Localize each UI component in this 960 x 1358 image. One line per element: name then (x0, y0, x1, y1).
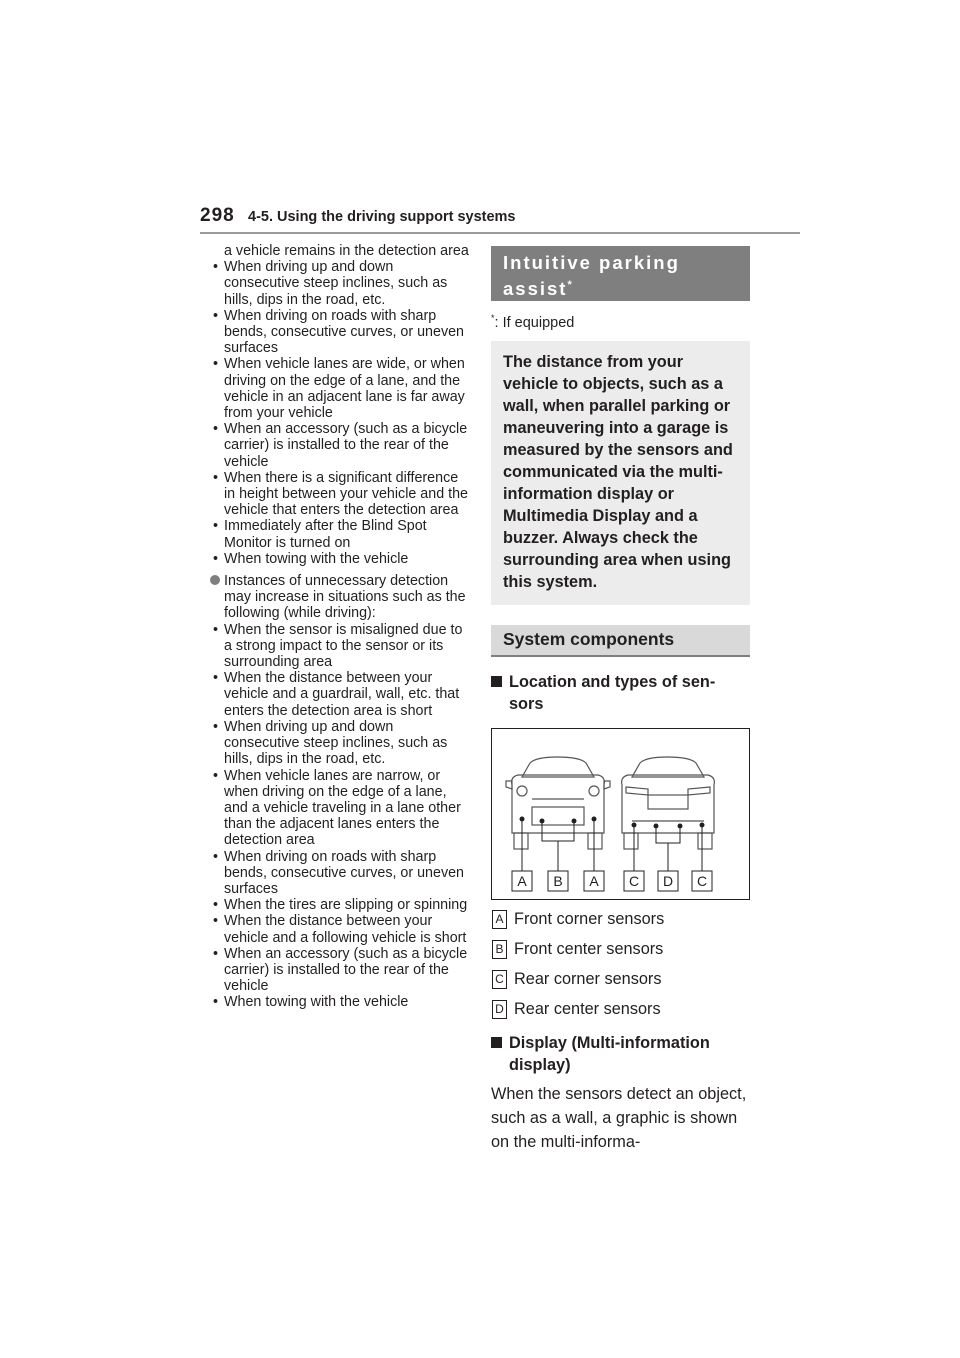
intro-box: The distance from your vehicle to objects, such as a wall, when parallel parking or maneuvering into a garage is measured by the sensors and communicated via the multi-information display or Multimedia Display and a buzzer. Always check the surrounding area when using this system. (491, 341, 750, 605)
list-item: • When the distance between your vehicle and a guardrail, wall, etc. that enters the detection area is short (210, 670, 472, 719)
detection-list-2 (210, 622, 472, 1011)
body-paragraph: When the sensors detect an object, such as a wall, a graphic is shown on the multi-informa- (491, 1084, 747, 1151)
list-item: • When the tires are slipping or spinning (210, 897, 472, 913)
title-asterisk: * (567, 279, 572, 291)
left-column (210, 243, 472, 1011)
legend-text: Front corner sensors (514, 909, 665, 928)
legend-key: A (492, 910, 507, 929)
section-title: 4-5. Using the driving support systems (248, 209, 516, 225)
legend-item (491, 910, 750, 940)
note-item (210, 573, 472, 622)
list-item: • When an accessory (such as a bicycle carrier) is installed to the rear of the vehicle (210, 946, 472, 995)
list-item: • When driving up and down consecutive steep inclines, such as hills, dips in the road, etc. (210, 259, 472, 308)
heading-line-1: Location and types of sen- (509, 672, 716, 691)
legend-key: B (492, 940, 507, 959)
subsection-heading: System components (491, 625, 750, 657)
figure-label-a-right: A (589, 872, 599, 889)
right-column (491, 246, 750, 1154)
legend-item (491, 1000, 750, 1030)
header-rule (200, 232, 800, 234)
list-item: • When the sensor is misaligned due to a strong impact to the sensor or its surrounding area (210, 622, 472, 671)
list-item: • When an accessory (such as a bicycle carrier) is installed to the rear of the vehicle (210, 421, 472, 470)
list-item: • When vehicle lanes are narrow, or when driving on the edge of a lane, and a vehicle traveling in a lane other than the adjacent lanes enters the detection area (210, 768, 472, 849)
heading-display (491, 1032, 750, 1076)
sensor-legend (491, 910, 750, 1030)
heading-line-1: Display (Multi-information (509, 1033, 710, 1052)
heading-sensor-locations (491, 671, 750, 715)
note-text: Instances of unnecessary detection may increase in situations such as the following (while driving): (224, 573, 466, 622)
figure-label-a-left: A (517, 872, 527, 889)
detection-list-1 (210, 259, 472, 567)
list-item: • When driving on roads with sharp bends, consecutive curves, or uneven surfaces (210, 849, 472, 898)
page-number: 298 (200, 205, 235, 226)
list-item: • Immediately after the Blind Spot Monitor is turned on (210, 518, 472, 550)
figure-label-d: D (662, 872, 674, 889)
footnote-text: : If equipped (494, 314, 575, 331)
footnote (491, 313, 750, 331)
vehicle-sensor-illustration (492, 729, 749, 899)
figure-label-b: B (553, 872, 563, 889)
list-item: • When driving on roads with sharp bends, consecutive curves, or uneven surfaces (210, 308, 472, 357)
legend-key: D (492, 1000, 507, 1019)
heading-line-2: sors (509, 694, 544, 713)
list-item: • When driving up and down consecutive steep inclines, such as hills, dips in the road, etc. (210, 719, 472, 768)
legend-item (491, 940, 750, 970)
heading-line-2: display) (509, 1055, 571, 1074)
circle-bullet-icon (210, 575, 220, 585)
legend-text: Rear corner sensors (514, 969, 662, 988)
figure-label-c-right: C (696, 872, 708, 889)
footnote-asterisk: * (491, 313, 495, 323)
list-item: • When the distance between your vehicle and a following vehicle is short (210, 913, 472, 945)
title-line-1: Intuitive parking (503, 252, 680, 273)
section-title-box (491, 246, 750, 301)
square-bullet-icon (491, 676, 502, 687)
sensor-diagram (491, 728, 750, 900)
title-line-2: assist (503, 278, 568, 300)
list-item-continued: a vehicle remains in the detection area (224, 243, 469, 259)
list-item: • When towing with the vehicle (210, 994, 472, 1010)
list-item: • When vehicle lanes are wide, or when driving on the edge of a lane, and the vehicle in an adjacent lane is far away from your vehicle (210, 356, 472, 421)
figure-label-c-left: C (628, 872, 640, 889)
list-item: • When there is a significant difference in height between your vehicle and the vehicle that enters the detection area (210, 470, 472, 519)
list-item: • When towing with the vehicle (210, 551, 472, 567)
legend-item (491, 970, 750, 1000)
legend-text: Rear center sensors (514, 999, 661, 1018)
page-header (200, 205, 800, 235)
square-bullet-icon (491, 1037, 502, 1048)
legend-text: Front center sensors (514, 939, 664, 958)
legend-key: C (492, 970, 507, 989)
